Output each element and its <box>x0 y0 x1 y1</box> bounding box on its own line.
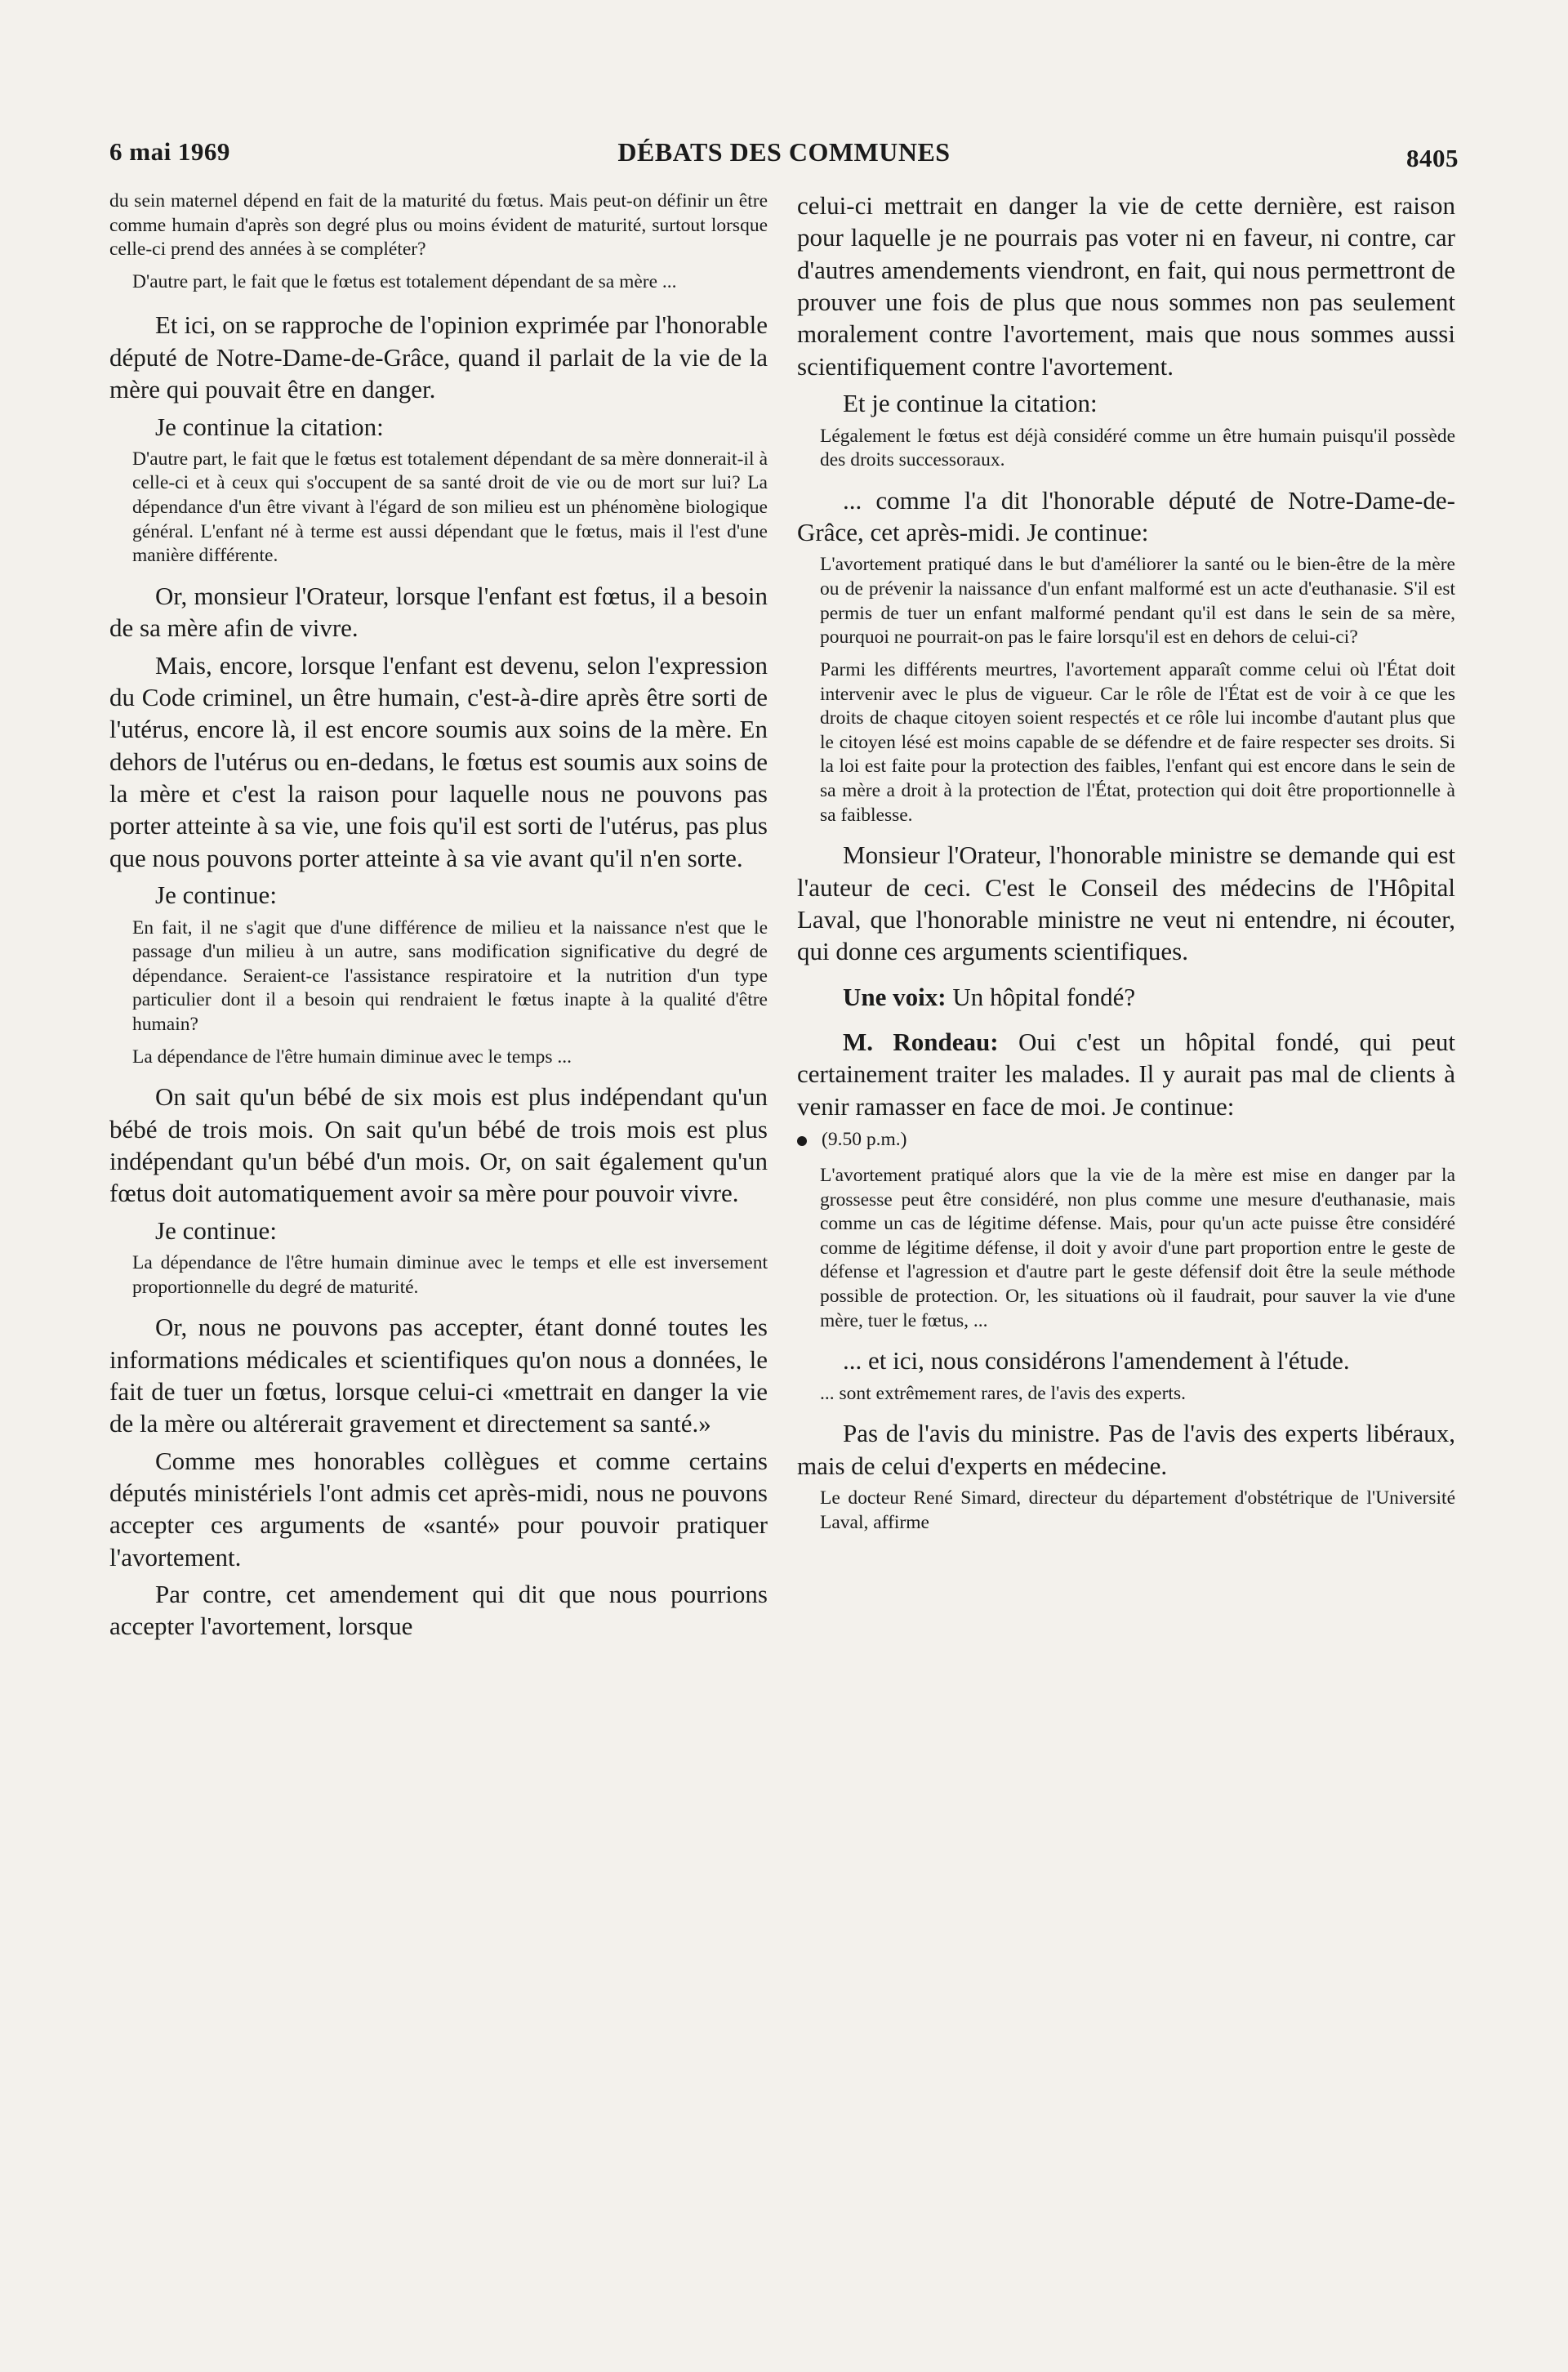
body-paragraph: Or, nous ne pouvons pas accepter, étant donné toutes les informations médicales et scientifiques qu'on nous a données, le fait de tuer un fœtus, lorsque celui-ci «mettrait en danger la vie de la mère ou altérerait gravement et directement sa santé.» <box>109 1313 768 1438</box>
body-paragraph: Monsieur l'Orateur, l'honorable ministre se demande qui est l'auteur de ceci. C'est le Conseil des médecins de l'Hôpital Laval, que l'honorable ministre ne veut ni entendre, ni écouter, qui donne ces arguments scientifiques. <box>797 840 1455 966</box>
body-paragraph: ... et ici, nous considérons l'amendement à l'étude. <box>843 1346 1350 1375</box>
speaker-name: Une voix: <box>843 982 947 1011</box>
quote-paragraph: D'autre part, le fait que le fœtus est totalement dépendant de sa mère ... <box>132 270 677 292</box>
speaker-name: M. Rondeau: <box>843 1027 999 1056</box>
quote-paragraph: En fait, il ne s'agit que d'une différence de milieu et la naissance n'est que le passage d'un milieu à un autre, sans modification significative du degré de dépendance. Seraient-ce l'assistance respiratoire et la nutrition d'un type particulier dont il a besoin qui rendraient le fœtus inapte à la qualité d'être humain? <box>132 916 768 1035</box>
body-paragraph: Je continue la citation: <box>155 412 384 441</box>
body-paragraph: Je continue: <box>155 881 277 910</box>
header-date: 6 mai 1969 <box>109 137 230 166</box>
quote-paragraph: du sein maternel dépend en fait de la maturité du fœtus. Mais peut-on définir un être comme humain d'après son degré plus ou moins évident de maturité, surtout lorsque celle-ci prend des années à se compléter? <box>109 190 768 261</box>
speaker-paragraph <box>797 1026 1455 1122</box>
body-paragraph: Comme mes honorables collègues et comme certains députés ministériels l'ont admis cet après-midi, nous ne pouvons accepter ces arguments de «santé» pour pouvoir pratiquer l'avortement. <box>109 1446 768 1572</box>
quote-paragraph: Parmi les différents meurtres, l'avortement apparaît comme celui où l'État doit intervenir avec le plus de vigueur. Car le rôle de l'État est de voir à ce que les droits de chaque citoyen soient respectés et ce rôle lui incombe d'autant plus que le citoyen lésé est moins capable de se défendre et de faire respecter ses droits. Si la loi est faite pour la protection des faibles, l'enfant qui est encore dans le sein de sa mère a droit à la protection de l'État, protection qui doit être proportionnelle à sa faiblesse. <box>820 658 1455 826</box>
timestamp-text: (9.50 p.m.) <box>822 1129 907 1151</box>
body-paragraph: Pas de l'avis du ministre. Pas de l'avis des experts libéraux, mais de celui d'experts en médecine. <box>797 1419 1455 1480</box>
body-paragraph: Et ici, on se rapproche de l'opinion exprimée par l'honorable député de Notre-Dame-de-Grâce, quand il parlait de la vie de la mère qui pouvait être en danger. <box>109 310 768 404</box>
body-paragraph: Et je continue la citation: <box>843 389 1098 418</box>
speaker-line <box>843 981 1455 1013</box>
quote-paragraph: ... sont extrêmement rares, de l'avis des experts. <box>820 1382 1186 1404</box>
quote-paragraph: D'autre part, le fait que le fœtus est totalement dépendant de sa mère donnerait-il à celle-ci et à ceux qui s'occupent de sa santé droit de vie ou de mort sur lui? La dépendance d'un être vivant à l'égard de son milieu est un phénomène biologique général. L'enfant né à terme est aussi dépendant que le fœtus, mais il l'est d'une manière différente. <box>132 448 768 567</box>
quote-paragraph: L'avortement pratiqué dans le but d'améliorer la santé ou le bien-être de la mère ou de prévenir la naissance d'un enfant malformé est un acte d'euthanasie. S'il est permis de tuer un enfant malformé pendant qu'il est dans le sein de sa mère, pourquoi ne pourrait-on pas le faire lorsqu'il est en dehors de celui-ci? <box>820 554 1455 649</box>
page-number: 8405 <box>1406 144 1459 172</box>
quote-paragraph: La dépendance de l'être humain diminue avec le temps et elle est inversement proportionnelle du degré de maturité. <box>132 1251 768 1298</box>
header-title: DÉBATS DES COMMUNES <box>617 137 951 167</box>
speaker-text: Oui c'est un hôpital fondé, qui peut certainement traiter les malades. Il y aurait pas mal de clients à venir ramasser en face de moi. Je continue: <box>797 1027 1455 1121</box>
body-paragraph: Or, monsieur l'Orateur, lorsque l'enfant est fœtus, il a besoin de sa mère afin de vivre. <box>109 581 768 643</box>
bullet-icon <box>797 1136 807 1146</box>
body-paragraph: Mais, encore, lorsque l'enfant est devenu, selon l'expression du Code criminel, un être humain, c'est-à-dire après être sorti de l'utérus, encore là, il est encore soumis aux soins de la mère. En dehors de l'utérus ou en-dedans, le fœtus est soumis aux soins de la mère et c'est la raison pour laquelle nous ne pouvons pas porter atteinte à sa vie, une fois qu'il est sorti de l'utérus, pas plus que nous pouvons porter atteinte à sa vie avant qu'il n'en sorte. <box>109 650 768 872</box>
page-header <box>109 137 1459 173</box>
quote-paragraph: L'avortement pratiqué alors que la vie de la mère est mise en danger par la grossesse peut être considéré, non plus comme une mesure d'euthanasie, mais comme un cas de légitime défense. Mais, pour qu'un acte puisse être considéré comme de légitime défense, il doit y avoir d'une part proportion entre le geste de défense et l'agression et d'autre part le geste défensif doit être la seule méthode possible de protection. Or, les situations où il faudrait, pour sauver la vie d'une mère, tuer le fœtus, ... <box>820 1165 1455 1331</box>
speaker-text: Un hôpital fondé? <box>946 982 1136 1011</box>
body-paragraph: ... comme l'a dit l'honorable député de Notre-Dame-de-Grâce, cet après-midi. Je continue: <box>797 485 1455 547</box>
body-paragraph: On sait qu'un bébé de six mois est plus indépendant qu'un bébé de trois mois. On sait qu'un bébé de trois mois est plus indépendant qu'un bébé d'un mois. Or, on sait également qu'un fœtus doit automatiquement avoir sa mère pour pouvoir vivre. <box>109 1082 768 1208</box>
quote-paragraph: Légalement le fœtus est déjà considéré comme un être humain puisqu'il possède des droits successoraux. <box>820 425 1455 471</box>
right-column <box>797 189 1455 1543</box>
quote-paragraph: Le docteur René Simard, directeur du département d'obstétrique de l'Université Laval, affirme <box>820 1487 1455 1533</box>
body-paragraph: Je continue: <box>155 1215 277 1245</box>
left-column <box>109 189 768 1647</box>
timestamp <box>797 1129 1455 1151</box>
quote-paragraph: La dépendance de l'être humain diminue avec le temps ... <box>132 1046 572 1068</box>
body-paragraph: Par contre, cet amendement qui dit que nous pourrions accepter l'avortement, lorsque <box>109 1580 768 1641</box>
body-paragraph: celui-ci mettrait en danger la vie de cette dernière, est raison pour laquelle je ne pourrais pas voter ni en faveur, ni contre, car d'autres amendements viendront, en fait, qui nous permettront de prouver une fois de plus que nous sommes non pas seulement moralement contre l'avortement, mais que nous sommes aussi scientifiquement contre l'avortement. <box>797 191 1455 381</box>
